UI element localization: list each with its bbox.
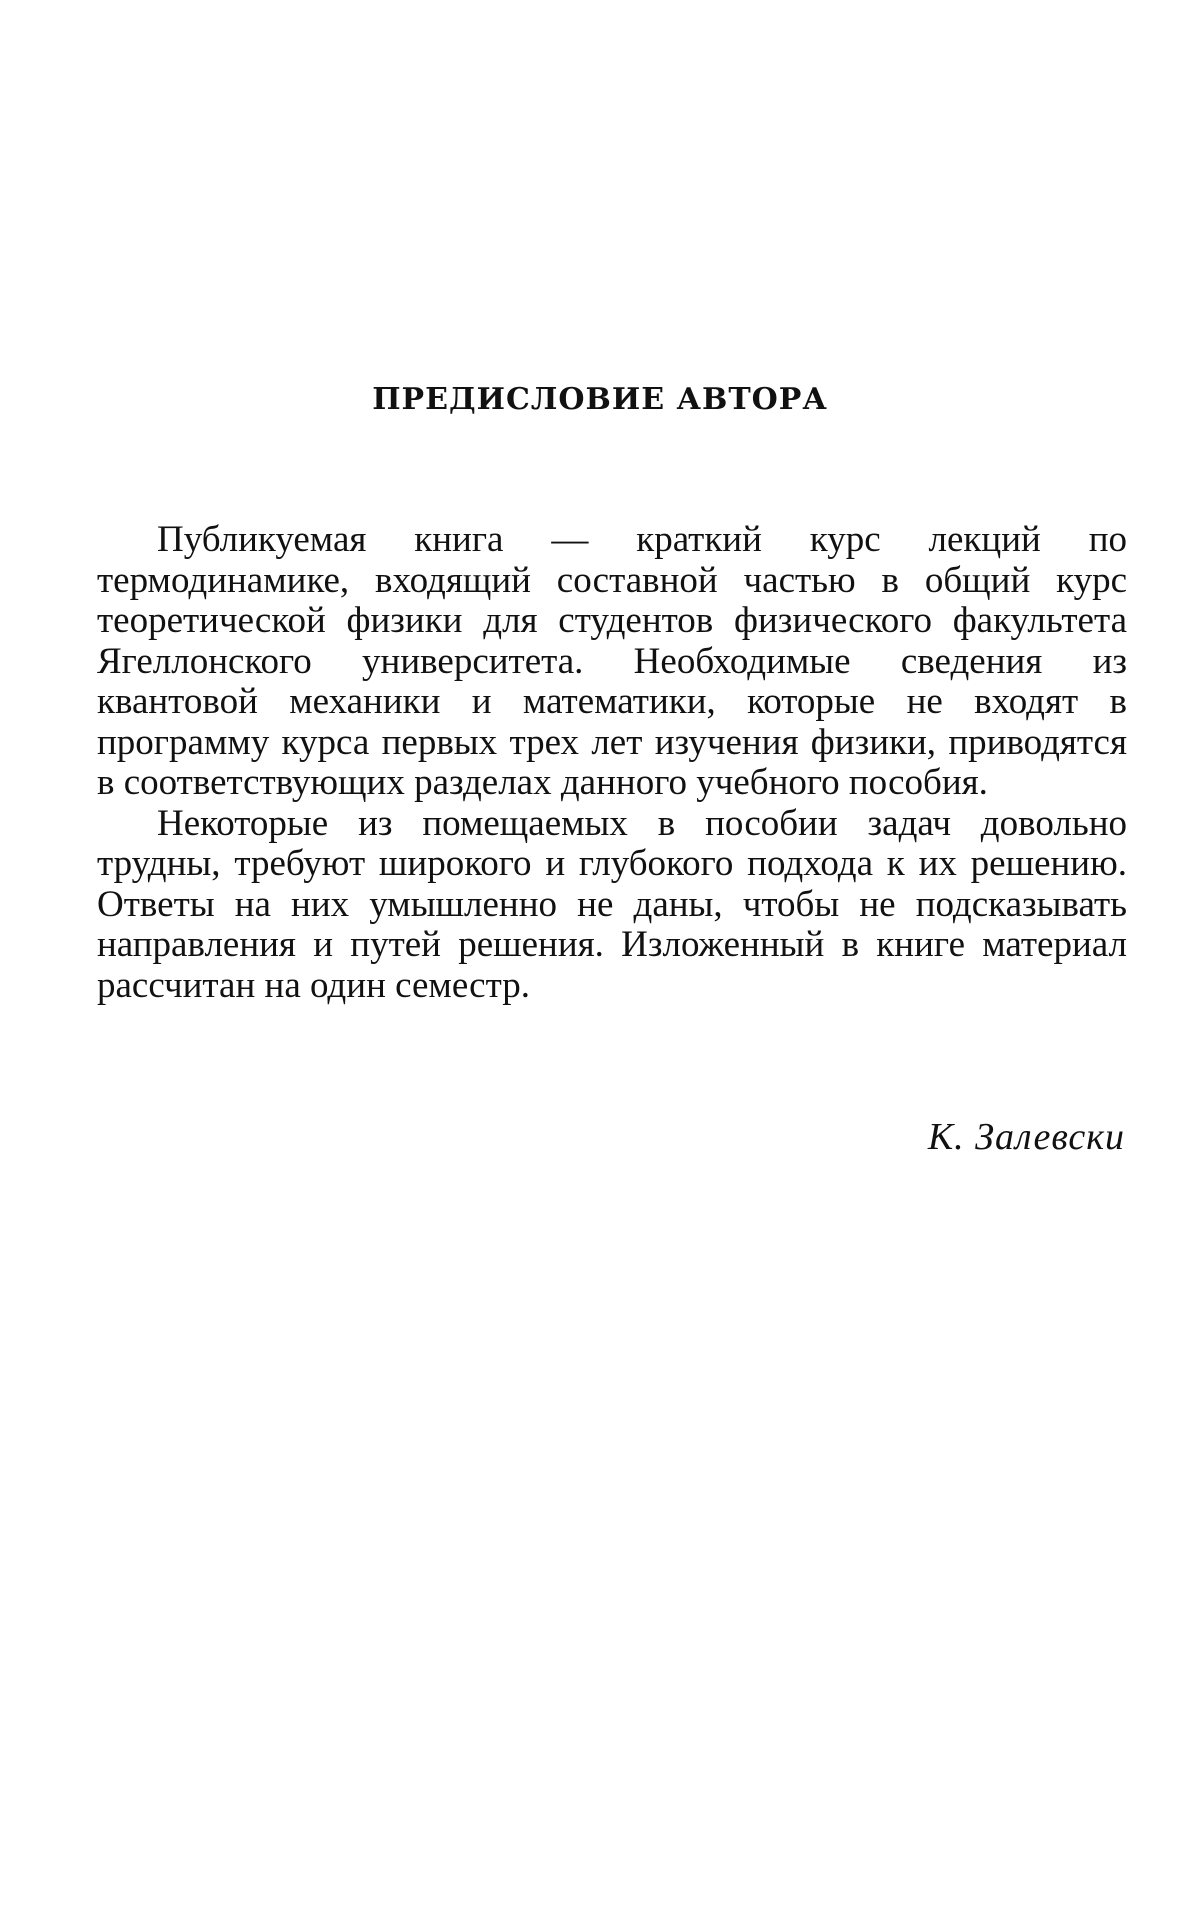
author-signature: К. Залевски — [927, 1116, 1125, 1158]
preface-body — [97, 520, 1127, 1006]
paragraph-1: Публикуемая книга — краткий курс лекций по термодинамике, входящий составной частью в общий курс теоретической физики для студентов физического факультета Ягеллонского университета. Необходимые сведения из квантовой механики и математики, которые не входят в программу курса первых трех лет изучения физики, приводятся в соответствующих разделах данного учебного пособия. — [97, 519, 1127, 803]
page-title: ПРЕДИСЛОВИЕ АВТОРА — [372, 382, 828, 417]
paragraph-2: Некоторые из помещаемых в пособии задач довольно трудны, требуют широкого и глубокого подхода к их решению. Ответы на них умышленно не даны, чтобы не подсказывать направления и путей решения. Изложенный в книге материал рассчитан на один семестр. — [97, 802, 1127, 1006]
